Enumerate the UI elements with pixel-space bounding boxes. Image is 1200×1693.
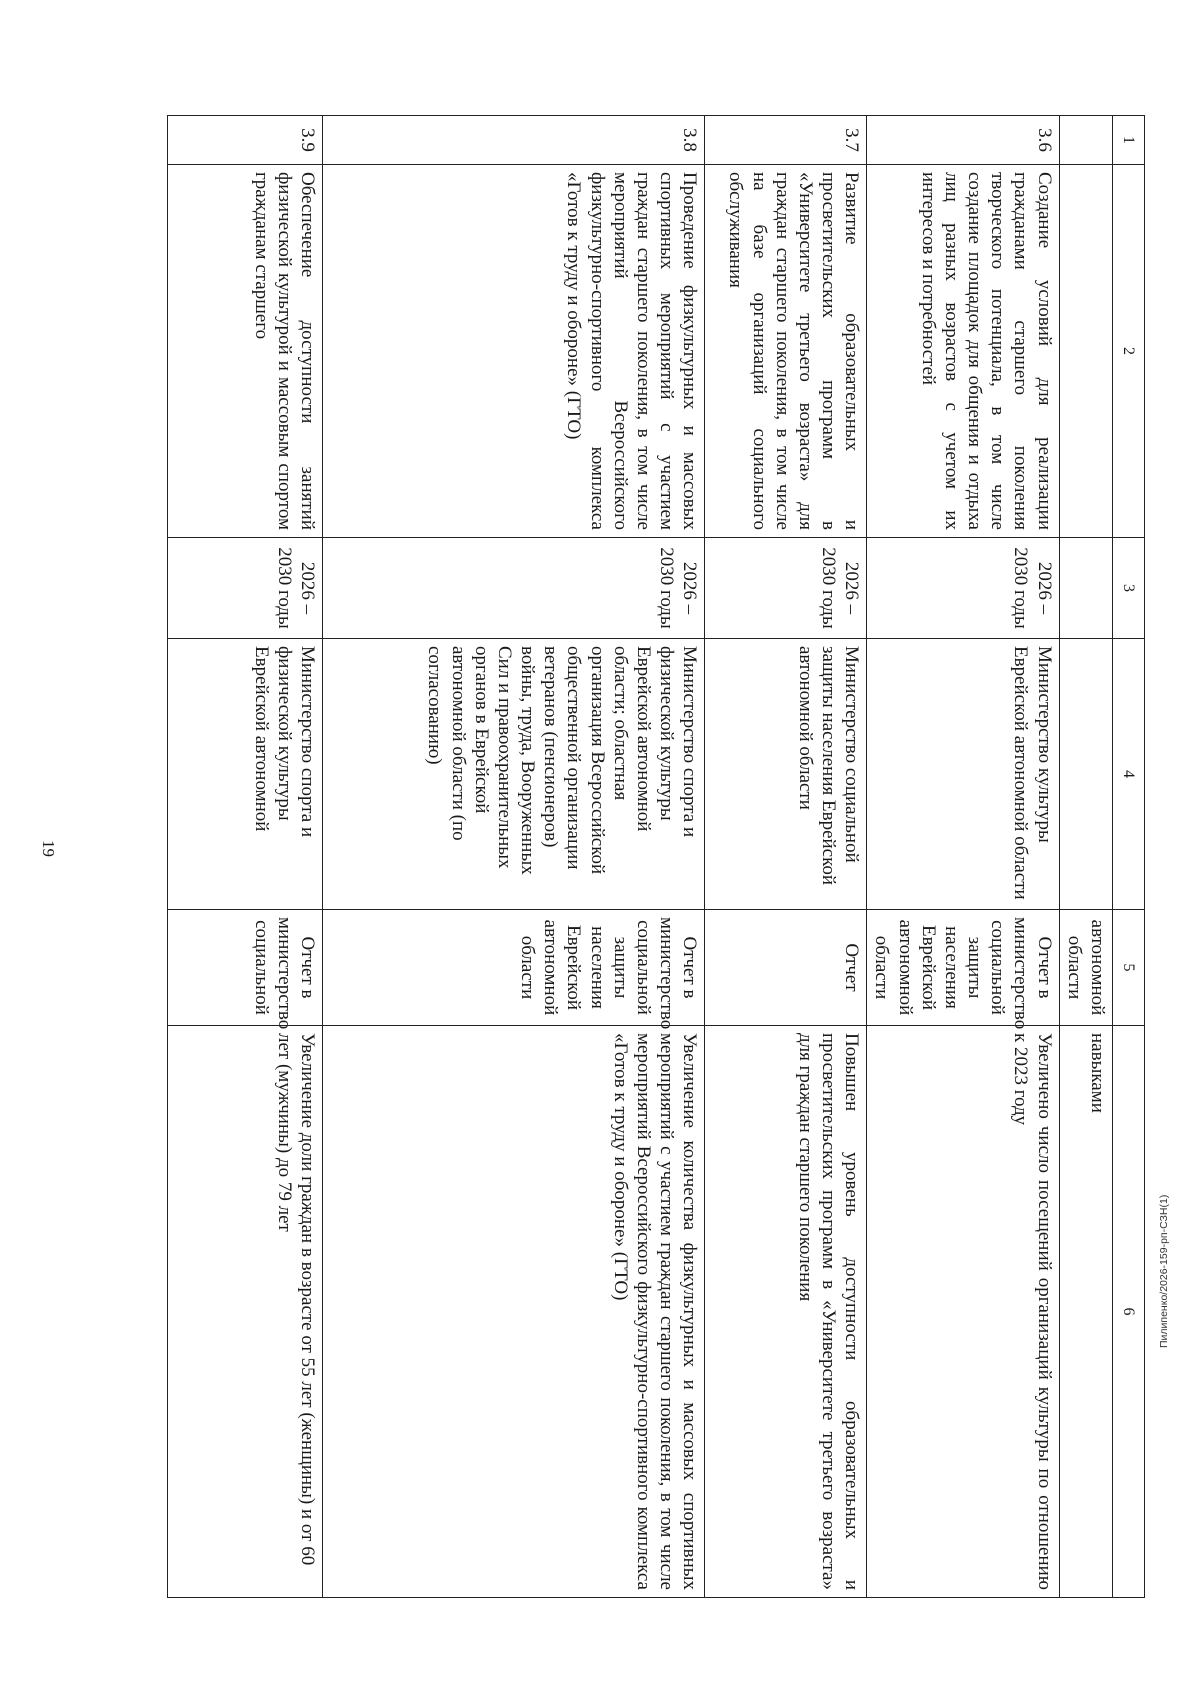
plan-table — [167, 115, 1145, 1598]
column-header: 1 — [1113, 116, 1145, 165]
page-number: 19 — [39, 840, 58, 857]
document-code: Пилипенко/2026-159-рп-СЗН(1) — [1158, 1194, 1170, 1348]
rotated-page-content — [171, 115, 1145, 1597]
column-header: 5 — [1113, 910, 1145, 1026]
executor-cell: Министерство спорта и физической культуры Еврейской автономной — [168, 639, 323, 910]
period-cell: 2026 – 2030 годы — [168, 538, 323, 639]
row-number: 3.6 — [867, 116, 1059, 165]
column-header: 4 — [1113, 639, 1145, 910]
report-cell: Отчет в министерство социальной защиты населения Еврейской автономной области — [323, 910, 705, 1026]
executor-cell: Министерство культуры Еврейской автономной области — [867, 639, 1059, 910]
period-cell: 2026 – 2030 годы — [867, 538, 1059, 639]
executor-cell: Министерство спорта и физической культуры Еврейской автономной области; областная организация Всероссийской общественной организации ветеранов (пенсионеров) войны, труда, Вооруженных Сил и правоохранительных органов в Еврейской автономной области (по согласованию) — [323, 639, 705, 910]
row-number: 3.9 — [168, 116, 323, 165]
report-cell: автономной области — [1059, 910, 1112, 1026]
column-header: 6 — [1113, 1026, 1145, 1598]
report-cell: Отчет — [705, 910, 867, 1026]
row-number: 3.8 — [323, 116, 705, 165]
column-header: 3 — [1113, 538, 1145, 639]
column-header: 2 — [1113, 165, 1145, 538]
report-cell: Отчет в министерство социальной — [168, 910, 323, 1026]
activity-cell: Развитие образовательных и просветительских программ в «Университете третьего возраста» для граждан старшего поколения, в том числе на базе организаций социального обслуживания — [705, 165, 867, 538]
result-cell: Увеличение доли граждан в возрасте от 55 лет (женщины) и от 60 лет (мужчины) до 79 лет — [168, 1026, 323, 1598]
column-header-row — [1113, 116, 1145, 1598]
activity-cell: Обеспечение доступности занятий физической культурой и массовым спортом гражданам старшего — [168, 165, 323, 538]
activity-cell: Создание условий для реализации гражданами старшего поколения творческого потенциала, в том числе создание площадок для общения и отдыха лиц разных возрастов с учетом их интересов и потребностей — [867, 165, 1059, 538]
period-cell: 2026 – 2030 годы — [705, 538, 867, 639]
row-number: 3.7 — [705, 116, 867, 165]
table-row — [168, 116, 323, 1598]
result-cell: навыками — [1059, 1026, 1112, 1598]
report-cell: Отчет в министерство социальной защиты населения Еврейской автономной области — [867, 910, 1059, 1026]
period-cell: 2026 – 2030 годы — [323, 538, 705, 639]
table-row — [323, 116, 705, 1598]
result-cell: Увеличение количества физкультурных и массовых спортивных мероприятий с участием граждан старшего поколения, в том числе мероприятий Всероссийского физкультурно-спортивного комплекса «Готов к труду и обороне» (ГТО) — [323, 1026, 705, 1598]
table-row — [705, 116, 867, 1598]
executor-cell: Министерство социальной защиты населения Еврейской автономной области — [705, 639, 867, 910]
activity-cell: Проведение физкультурных и массовых спортивных мероприятий с участием граждан старшего поколения, в том числе мероприятий Всероссийского физкультурно-спортивного комплекса «Готов к труду и обороне» (ГТО) — [323, 165, 705, 538]
result-cell: Повышен уровень доступности образовательных и просветительских программ в «Университете третьего возраста» для граждан старшего поколения — [705, 1026, 867, 1598]
table-row — [867, 116, 1059, 1598]
result-cell: Увеличено число посещений организаций культуры по отношению к 2023 году — [867, 1026, 1059, 1598]
carryover-row — [1059, 116, 1112, 1598]
